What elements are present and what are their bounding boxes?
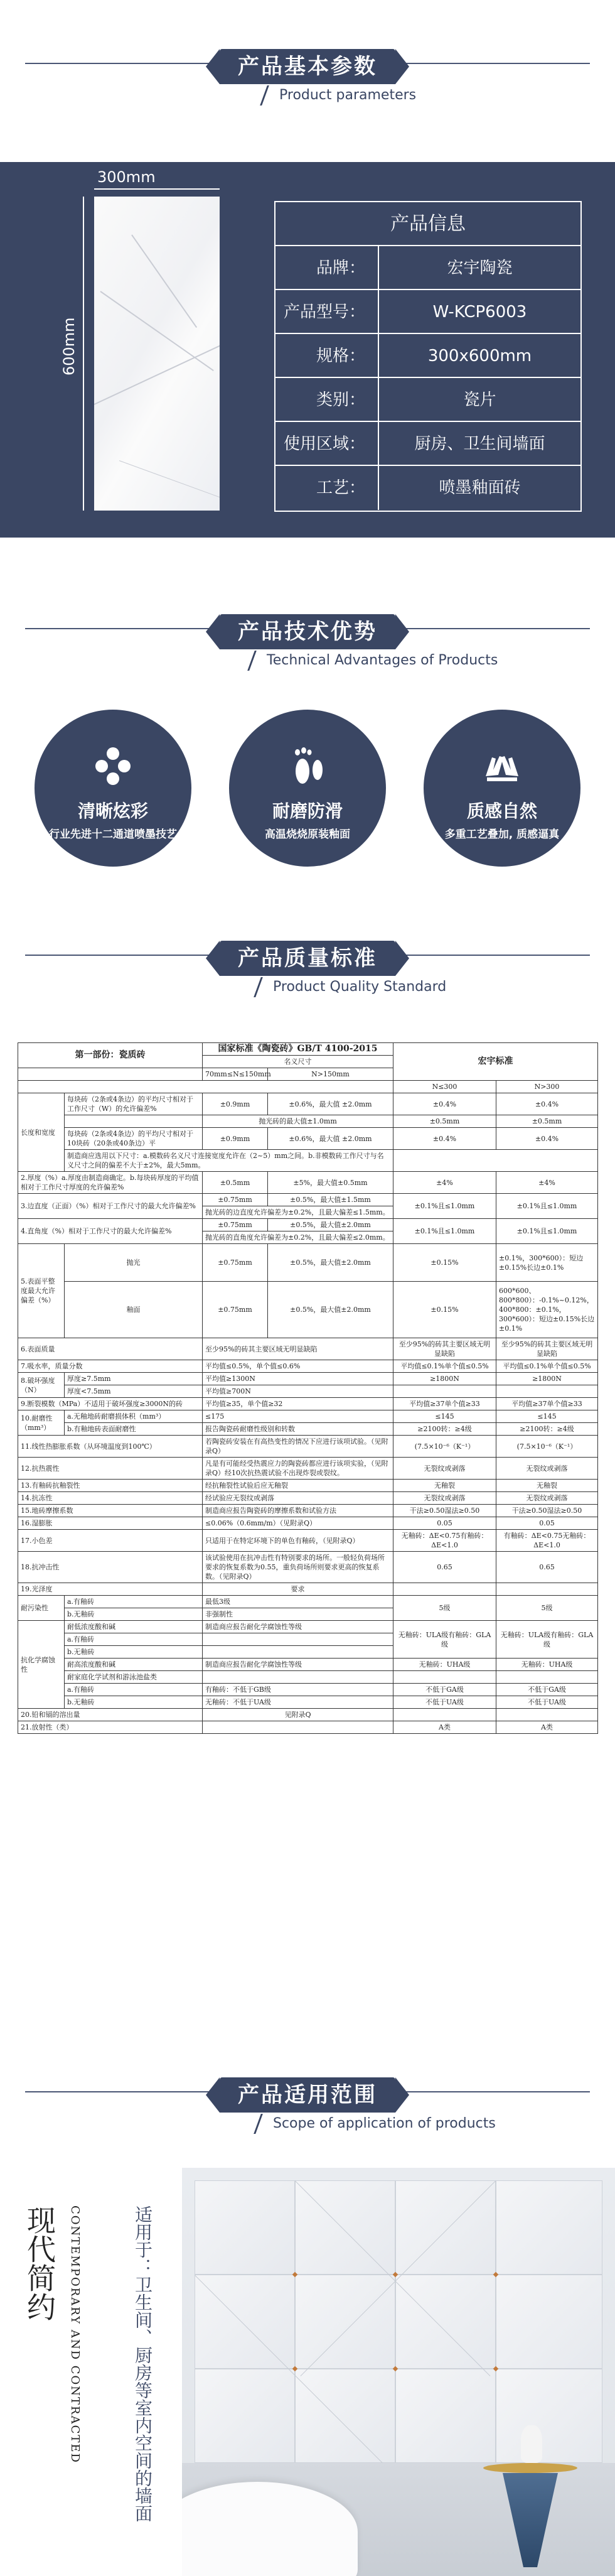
table-cell: 抗化学腐蚀性 bbox=[18, 1621, 65, 1709]
table-cell: 无釉砖：UHA级 bbox=[496, 1659, 598, 1671]
table-cell: ±0.1%且≤1.0mm bbox=[496, 1194, 598, 1219]
divider bbox=[25, 2091, 213, 2092]
section-subtitle: Product parameters bbox=[260, 85, 434, 106]
table-cell: ±4% bbox=[393, 1172, 496, 1194]
info-key: 类别： bbox=[275, 378, 379, 421]
advantages-section-header bbox=[0, 590, 615, 672]
table-cell: 每块砖（2条或4条边）的平均尺寸相对于10块砖（20条或40条边）平 bbox=[65, 1128, 203, 1150]
table-cell: 16.湿膨胀 bbox=[18, 1517, 203, 1530]
table-cell: 15.地砖摩擦系数 bbox=[18, 1505, 203, 1517]
info-row bbox=[275, 246, 580, 290]
table-row bbox=[18, 1282, 598, 1338]
table-cell: ±0.5%，最大值±2.0mm bbox=[268, 1219, 393, 1231]
section-title: 产品技术优势 bbox=[220, 614, 395, 649]
table-row bbox=[18, 1671, 598, 1684]
table-row bbox=[18, 1244, 598, 1282]
table-row bbox=[18, 1721, 598, 1734]
table-row bbox=[18, 1385, 598, 1398]
table-cell: 13.有釉砖抗釉裂性 bbox=[18, 1480, 203, 1492]
table-cell: 釉面 bbox=[65, 1282, 203, 1338]
table-cell: ≥2100转：≥4级 bbox=[393, 1423, 496, 1436]
table-cell: ≥1800N bbox=[393, 1373, 496, 1385]
divider bbox=[25, 955, 213, 956]
table-cell: 至少95%的砖其主要区域无明显缺陷 bbox=[393, 1338, 496, 1360]
table-cell: 19.光泽度 bbox=[18, 1583, 203, 1596]
table-cell: 抛光砖的边直度允许偏差为±0.2%，且最大偏差≤1.5mm。 bbox=[203, 1206, 393, 1219]
table-cell: A类 bbox=[496, 1721, 598, 1734]
table-row bbox=[18, 1338, 598, 1360]
scope-section-header bbox=[0, 2054, 615, 2135]
table-row bbox=[18, 1423, 598, 1436]
divider bbox=[25, 63, 213, 64]
table-cell: 无裂纹或剥落 bbox=[393, 1458, 496, 1480]
table-cell: 不低于GA级 bbox=[393, 1684, 496, 1696]
info-key: 工艺： bbox=[275, 466, 379, 510]
quality-section-header bbox=[0, 917, 615, 998]
advantage-title: 耐磨防滑 bbox=[272, 801, 343, 821]
product-info-table bbox=[274, 201, 582, 512]
table-row bbox=[18, 1081, 598, 1093]
scope-en-title: CONTEMPORARY AND CONTRACTED bbox=[68, 2205, 82, 2464]
table-cell: 无裂纹或剥落 bbox=[496, 1492, 598, 1505]
dimension-line bbox=[94, 188, 220, 190]
advantage-subtitle: 行业先进十二通道喷墨技艺 bbox=[49, 828, 177, 841]
table-cell: 不低于UA级 bbox=[393, 1696, 496, 1709]
table-cell: 平均值≤0.1%单个值≤0.5% bbox=[496, 1360, 598, 1373]
table-cell bbox=[393, 1709, 496, 1721]
info-row bbox=[275, 466, 580, 510]
table-cell: 至少95%的砖其主要区域无明显缺陷 bbox=[203, 1338, 393, 1360]
table-cell: 厚度<7.5mm bbox=[65, 1385, 203, 1398]
table-cell: 6.表面质量 bbox=[18, 1338, 203, 1360]
divider bbox=[25, 628, 213, 629]
advantage-subtitle: 高温烧烧原装釉面 bbox=[265, 828, 350, 841]
footprint-icon bbox=[289, 745, 326, 789]
section-title: 产品基本参数 bbox=[220, 49, 395, 84]
table-row bbox=[18, 1458, 598, 1480]
table-cell: a.有釉砖 bbox=[65, 1684, 203, 1696]
table-header: 宏宇标准 bbox=[393, 1043, 598, 1081]
table-cell: 经抗釉裂性试验后应无釉裂 bbox=[203, 1480, 393, 1492]
table-row bbox=[18, 1172, 598, 1194]
info-value: 宏宇陶瓷 bbox=[447, 259, 513, 278]
table-cell: ≥1800N bbox=[496, 1373, 598, 1385]
table-cell bbox=[393, 1671, 496, 1684]
tile-height-label: 600mm bbox=[60, 317, 78, 376]
table-cell: 4.直角度（%）相对于工作尺寸的最大允许偏差% bbox=[18, 1219, 203, 1244]
table-cell: 无裂纹或剥落 bbox=[496, 1458, 598, 1480]
table-cell: 长度和宽度 bbox=[18, 1093, 65, 1172]
table-cell bbox=[18, 1081, 393, 1093]
table-cell: 平均值≤0.1%单个值≤0.5% bbox=[393, 1360, 496, 1373]
bathroom-scene-image bbox=[182, 2168, 615, 2576]
table-row bbox=[18, 1684, 598, 1696]
section-subtitle: Product Quality Standard bbox=[254, 977, 464, 997]
table-cell: 干法≥0.50湿法≥0.50 bbox=[393, 1505, 496, 1517]
table-cell: 12.抗热震性 bbox=[18, 1458, 203, 1480]
table-cell: N>300 bbox=[496, 1081, 598, 1093]
quality-standard-table bbox=[18, 1042, 598, 1734]
table-cell: ±0.75mm bbox=[203, 1244, 268, 1282]
table-cell: a.无釉地砖耐磨损体积（mm³） bbox=[65, 1410, 203, 1423]
table-cell bbox=[393, 1583, 496, 1596]
table-cell: 有釉砖：ΔE<0.75无釉砖：ΔE<1.0 bbox=[496, 1530, 598, 1552]
flower-icon bbox=[94, 745, 132, 789]
table-cell: ±0.5%，最大值±2.0mm bbox=[268, 1244, 393, 1282]
table-cell: 报告陶瓷砖耐磨性级别和转数 bbox=[203, 1423, 393, 1436]
tile-image bbox=[94, 197, 220, 511]
table-cell: b.无釉砖 bbox=[65, 1608, 203, 1621]
table-cell: 平均值≥37单个值≥33 bbox=[496, 1398, 598, 1410]
table-cell: ±0.6%，最大值 ±2.0mm bbox=[268, 1093, 393, 1115]
table-row bbox=[18, 1043, 598, 1056]
table-cell: ±0.1%且≤1.0mm bbox=[393, 1219, 496, 1244]
table-row bbox=[18, 1596, 598, 1608]
advantage-title: 清晰炫彩 bbox=[77, 801, 148, 821]
table-cell: 耐污染性 bbox=[18, 1596, 65, 1621]
table-row bbox=[18, 1621, 598, 1633]
table-cell: 要求 bbox=[203, 1583, 393, 1596]
table-header: 国家标准《陶瓷砖》GB/T 4100-2015 bbox=[203, 1043, 393, 1056]
table-cell: ±0.5%，最大值±2.0mm bbox=[268, 1282, 393, 1338]
table-cell bbox=[496, 1671, 598, 1684]
table-cell: 耐高浓度酸和碱 bbox=[65, 1659, 203, 1671]
table-cell: ±0.9mm bbox=[203, 1128, 268, 1150]
table-cell: 若陶瓷砖安装在有高热变性的情况下应进行该项试验。（见附录Q） bbox=[203, 1436, 393, 1458]
table-cell: ±0.15% bbox=[393, 1244, 496, 1282]
table-row bbox=[18, 1150, 598, 1172]
table-row bbox=[18, 1659, 598, 1671]
table-cell: ±0.5mm bbox=[496, 1115, 598, 1128]
table-row bbox=[18, 1696, 598, 1709]
table-cell: 0.05 bbox=[496, 1517, 598, 1530]
table-cell: 不低于GA级 bbox=[496, 1684, 598, 1696]
table-cell: 最低3级 bbox=[203, 1596, 393, 1608]
scope-cn-title: 现代简约 bbox=[23, 2205, 56, 2321]
table-cell: 制造商应报告耐化学腐蚀性等级 bbox=[203, 1659, 393, 1671]
table-cell: ±0.75mm bbox=[203, 1219, 268, 1231]
table-cell: 11.线性热膨胀系数（从环境温度到100℃） bbox=[18, 1436, 203, 1458]
tile-width-label: 300mm bbox=[97, 168, 156, 186]
table-cell: 无釉砖：UHA级 bbox=[393, 1659, 496, 1671]
table-cell: ±0.4% bbox=[393, 1093, 496, 1115]
table-cell: (7.5×10⁻⁶（K⁻¹） bbox=[393, 1436, 496, 1458]
table-cell: 21.放射性（类） bbox=[18, 1721, 203, 1734]
table-cell: ±0.15% bbox=[393, 1282, 496, 1338]
dimension-line bbox=[83, 197, 84, 511]
table-cell: ≥2100转：≥4级 bbox=[496, 1423, 598, 1436]
table-cell: 无釉砖：不低于UA级 bbox=[203, 1696, 393, 1709]
table-row bbox=[18, 1128, 598, 1150]
table-cell: 只适用于在特定环境下的单色有釉砖，（见附录Q） bbox=[203, 1530, 393, 1552]
table-cell: ±0.4% bbox=[393, 1128, 496, 1150]
table-cell bbox=[393, 1385, 496, 1398]
table-cell: 每块砖（2条或4条边）的平均尺寸相对于工作尺寸（W）的允许偏差% bbox=[65, 1093, 203, 1115]
table-cell: ±0.5mm bbox=[203, 1172, 268, 1194]
table-cell: 干法≥0.50湿法≥0.50 bbox=[496, 1505, 598, 1517]
table-row bbox=[18, 1530, 598, 1552]
table-cell: 厚度≥7.5mm bbox=[65, 1373, 203, 1385]
divider bbox=[402, 628, 590, 629]
info-row bbox=[275, 422, 580, 466]
table-cell: 18.抗冲击性 bbox=[18, 1552, 203, 1583]
info-value: 300x600mm bbox=[427, 347, 532, 365]
table-cell: ±0.75mm bbox=[203, 1282, 268, 1338]
section-title: 产品质量标准 bbox=[220, 941, 395, 976]
table-cell: ≤145 bbox=[496, 1410, 598, 1423]
table-cell: 该试验使用在抗冲击性有特别要求的场所。一般轻负荷场所要求的恢复系数为0.55，重负荷场所则要求更高的恢复系数。（见附录Q） bbox=[203, 1552, 393, 1583]
table-row bbox=[18, 1552, 598, 1583]
section-subtitle: Technical Advantages of Products bbox=[247, 651, 515, 671]
table-cell: 无釉砖：ULA级有釉砖：GLA级 bbox=[393, 1621, 496, 1659]
table-row bbox=[18, 1093, 598, 1115]
table-cell: 制造商应报告陶瓷砖的摩擦系数和试验方法 bbox=[203, 1505, 393, 1517]
table-cell: 平均值≥1300N bbox=[203, 1373, 393, 1385]
advantage-title: 质感自然 bbox=[466, 801, 537, 821]
table-row bbox=[18, 1480, 598, 1492]
table-cell: A类 bbox=[393, 1721, 496, 1734]
table-cell: ±0.5mm bbox=[393, 1115, 496, 1128]
table-cell: 无裂纹或剥落 bbox=[393, 1492, 496, 1505]
table-cell: ±0.5%，最大值±1.5mm bbox=[268, 1194, 393, 1206]
table-cell: 经试验应无裂纹或剥落 bbox=[203, 1492, 393, 1505]
table-cell: 3.边直度（正面）（%）相对于工作尺寸的最大允许偏差% bbox=[18, 1194, 203, 1219]
table-cell: 5级 bbox=[496, 1596, 598, 1621]
table-row bbox=[18, 1517, 598, 1530]
info-key: 使用区域： bbox=[275, 422, 379, 465]
divider bbox=[402, 955, 590, 956]
info-value: 厨房、卫生间墙面 bbox=[414, 435, 545, 453]
table-cell bbox=[203, 1721, 393, 1734]
table-cell: 600*600、800*800）：-0.1%~0.12%，400*800：±0.1%，300*600）：短边±0.15%长边±0.1% bbox=[496, 1282, 598, 1338]
section-title: 产品适用范围 bbox=[220, 2077, 395, 2113]
table-cell: ±0.1%，300*600）：短边±0.15%长边±0.1% bbox=[496, 1244, 598, 1282]
table-cell: 凡是有可能经受热震应力的陶瓷砖都应进行该项实验，（见附录Q）经10次抗热震试验不出现炸裂或裂纹。 bbox=[203, 1458, 393, 1480]
table-cell: N≤300 bbox=[393, 1081, 496, 1093]
table-cell: 见附录Q bbox=[203, 1709, 393, 1721]
table-cell bbox=[203, 1671, 393, 1684]
table-cell: 名义尺寸 bbox=[203, 1056, 393, 1068]
table-cell: 平均值≥35，单个值≥32 bbox=[203, 1398, 393, 1410]
table-row bbox=[18, 1492, 598, 1505]
table-cell: ±0.9mm bbox=[203, 1093, 268, 1115]
info-value: 瓷片 bbox=[463, 391, 496, 409]
table-cell: 8.破坏强度（N） bbox=[18, 1373, 65, 1398]
table-cell: ±0.4% bbox=[496, 1093, 598, 1115]
table-cell: 20.铅和镉的溶出量 bbox=[18, 1709, 203, 1721]
table-cell: 无釉裂 bbox=[496, 1480, 598, 1492]
table-cell: 70mm≤N≤150mm bbox=[203, 1068, 268, 1081]
table-cell bbox=[18, 1068, 203, 1081]
table-row bbox=[18, 1219, 598, 1231]
info-key: 品牌： bbox=[275, 246, 379, 289]
table-cell: ±0.4% bbox=[496, 1128, 598, 1150]
table-cell: 无釉裂 bbox=[393, 1480, 496, 1492]
info-key: 产品型号： bbox=[275, 290, 379, 333]
table-cell bbox=[393, 1150, 598, 1172]
table-row bbox=[18, 1373, 598, 1385]
table-cell: ±0.6%，最大值 ±2.0mm bbox=[268, 1128, 393, 1150]
table-cell: 5级 bbox=[393, 1596, 496, 1621]
info-value: W-KCP6003 bbox=[432, 303, 527, 322]
table-cell: 0.65 bbox=[393, 1552, 496, 1583]
table-cell: 0.05 bbox=[393, 1517, 496, 1530]
table-cell: 抛光砖的直角度允许偏差为±0.2%，且最大偏差≤2.0mm。 bbox=[203, 1231, 393, 1244]
table-cell: 14.抗冻性 bbox=[18, 1492, 203, 1505]
table-cell: ≤145 bbox=[393, 1410, 496, 1423]
table-cell: 2.厚度（%）a.厚度由制造商确定。b.每块砖厚度的平均值相对于工作尺寸厚度的允许偏差% bbox=[18, 1172, 203, 1194]
advantage-card bbox=[424, 710, 580, 867]
table-cell: 抛光砖的最大值±1.0mm bbox=[203, 1115, 393, 1128]
table-cell: ±5%，最大值±0.5mm bbox=[268, 1172, 393, 1194]
info-row bbox=[275, 378, 580, 422]
table-row bbox=[18, 1410, 598, 1423]
table-cell: b.无釉砖 bbox=[65, 1646, 203, 1659]
divider bbox=[402, 2091, 590, 2092]
table-cell: ±0.75mm bbox=[203, 1194, 268, 1206]
table-cell bbox=[496, 1385, 598, 1398]
info-key: 规格： bbox=[275, 334, 379, 377]
table-cell: N>150mm bbox=[268, 1068, 393, 1081]
table-cell: 平均值≥37单个值≥33 bbox=[393, 1398, 496, 1410]
table-cell: 有釉砖：不低于GB级 bbox=[203, 1684, 393, 1696]
table-cell: ±0.1%且≤1.0mm bbox=[496, 1219, 598, 1244]
table-cell: 无釉砖：ΔE<0.75有釉砖：ΔE<1.0 bbox=[393, 1530, 496, 1552]
table-cell: ±0.1%且≤1.0mm bbox=[393, 1194, 496, 1219]
table-row bbox=[18, 1398, 598, 1410]
advantage-card bbox=[35, 710, 191, 867]
table-row bbox=[18, 1360, 598, 1373]
advantage-subtitle: 多重工艺叠加, 质感逼真 bbox=[444, 828, 560, 841]
table-cell: 无釉砖：ULA级有釉砖：GLA级 bbox=[496, 1621, 598, 1659]
table-cell bbox=[203, 1633, 393, 1646]
table-cell: 耐低浓度酸和碱 bbox=[65, 1621, 203, 1633]
table-cell bbox=[496, 1583, 598, 1596]
advantage-card bbox=[229, 710, 386, 867]
table-cell: 耐家庭化学试剂和游泳池盐类 bbox=[65, 1671, 203, 1684]
table-row bbox=[18, 1583, 598, 1596]
table-cell: 17.小色差 bbox=[18, 1530, 203, 1552]
table-row bbox=[18, 1436, 598, 1458]
info-title: 产品信息 bbox=[275, 202, 580, 246]
params-panel bbox=[0, 162, 615, 538]
table-cell: 抛光 bbox=[65, 1244, 203, 1282]
info-value: 喷墨釉面砖 bbox=[439, 479, 521, 497]
table-cell: 制造商应选用以下尺寸：a.模数砖名义尺寸连接宽度允许在（2~5）mm之间。b.非模数砖工作尺寸与名义尺寸之间的偏差不大于±2%，最大5mm。 bbox=[65, 1150, 393, 1172]
table-cell: b.有釉地砖表面耐磨性 bbox=[65, 1423, 203, 1436]
divider bbox=[402, 63, 590, 64]
table-cell: 非强制性 bbox=[203, 1608, 393, 1621]
table-cell bbox=[203, 1646, 393, 1659]
table-cell bbox=[65, 1115, 203, 1128]
table-row bbox=[18, 1505, 598, 1517]
table-cell: 7.吸水率，质量分数 bbox=[18, 1360, 203, 1373]
table-cell: ±4% bbox=[496, 1172, 598, 1194]
table-cell: 平均值≥700N bbox=[203, 1385, 393, 1398]
table-cell: (7.5×10⁻⁶（K⁻¹） bbox=[496, 1436, 598, 1458]
table-cell: ≤0.06%（0.6mm/m）（见附录Q） bbox=[203, 1517, 393, 1530]
table-cell: a.有釉砖 bbox=[65, 1633, 203, 1646]
table-row bbox=[18, 1194, 598, 1206]
info-row bbox=[275, 290, 580, 334]
hands-icon bbox=[483, 745, 521, 789]
table-row bbox=[18, 1115, 598, 1128]
table-cell: ≤175 bbox=[203, 1410, 393, 1423]
table-cell: a.有釉砖 bbox=[65, 1596, 203, 1608]
scope-description: 适用于：卫生间、厨房等室内空间的墙面 bbox=[132, 2205, 153, 2522]
table-cell: 9.断裂模数（MPa）不适用于破坏强度≥3000N的砖 bbox=[18, 1398, 203, 1410]
table-cell: 不低于UA级 bbox=[496, 1696, 598, 1709]
table-row bbox=[18, 1709, 598, 1721]
table-cell: 至少95%的砖其主要区域无明显缺陷 bbox=[496, 1338, 598, 1360]
scope-panel bbox=[0, 2168, 615, 2576]
table-cell: 5.表面平整度最大允许偏差（%） bbox=[18, 1244, 65, 1338]
table-cell: 0.65 bbox=[496, 1552, 598, 1583]
table-header: 第一部份：瓷质砖 bbox=[18, 1043, 203, 1068]
table-cell: 平均值≤0.5%，单个值≤0.6% bbox=[203, 1360, 393, 1373]
table-cell bbox=[496, 1709, 598, 1721]
section-subtitle: Scope of application of products bbox=[254, 2114, 513, 2134]
table-cell: b.无釉砖 bbox=[65, 1696, 203, 1709]
params-section-header bbox=[0, 25, 615, 107]
table-cell: 10.耐磨性（mm³） bbox=[18, 1410, 65, 1436]
table-cell: 制造商应报告耐化学腐蚀性等级 bbox=[203, 1621, 393, 1633]
info-row bbox=[275, 334, 580, 378]
